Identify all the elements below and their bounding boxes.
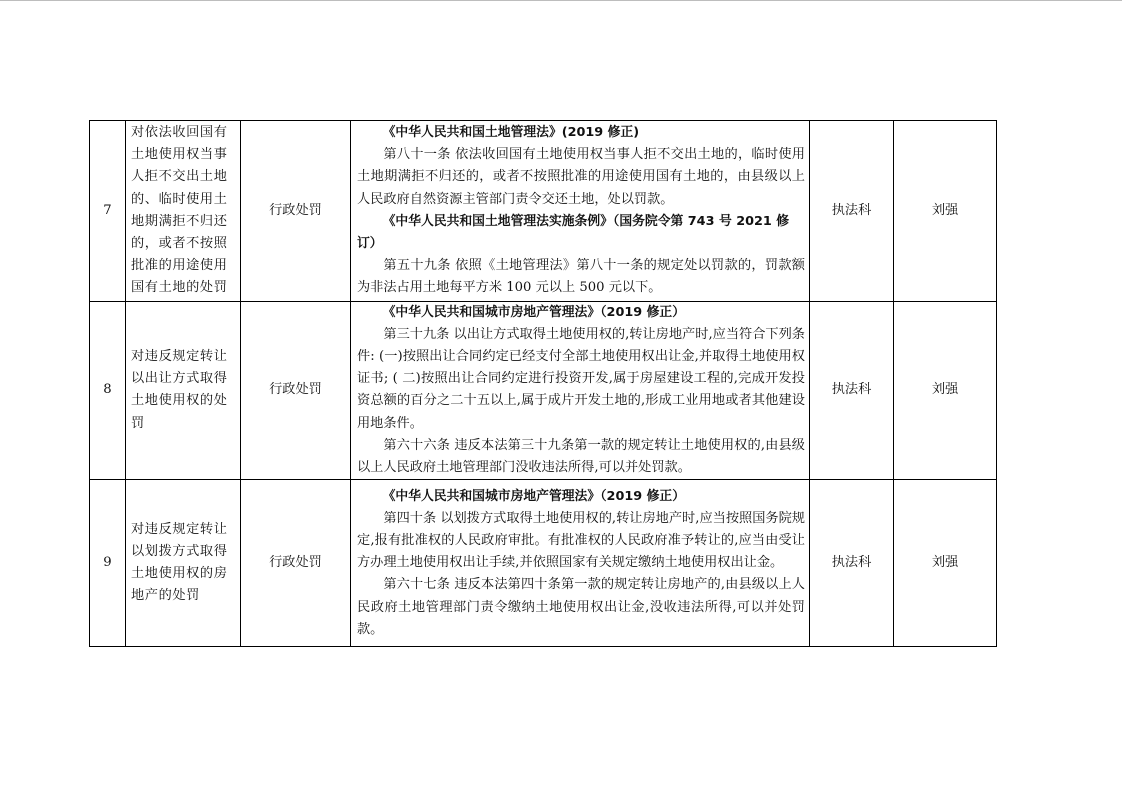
responsible-person: 刘强 xyxy=(894,121,997,302)
table-row xyxy=(90,480,997,647)
row-number: 9 xyxy=(90,480,126,647)
responsible-person: 刘强 xyxy=(894,480,997,647)
legal-basis xyxy=(351,480,810,647)
law-title: 《中华人民共和国土地管理法》(2019 修正) xyxy=(382,125,640,140)
table-row xyxy=(90,301,997,480)
law-article: 第五十九条 依照《土地管理法》第八十一条的规定处以罚款的，罚款额为非法占用土地每平方米 100 元以上 500 元以下。 xyxy=(357,258,805,296)
item-name: 对依法收回国有土地使用权当事人拒不交出土地的、临时使用土地期满拒不归还的，或者不按照批准的用途使用国有土地的处罚 xyxy=(126,121,241,302)
item-name: 对违反规定转让以划拨方式取得土地使用权的房地产的处罚 xyxy=(126,480,241,647)
legal-basis xyxy=(351,121,810,302)
responsible-department: 执法科 xyxy=(810,480,894,647)
law-article: 第六十七条 违反本法第四十条第一款的规定转让房地产的,由县级以上人民政府土地管理部门责令缴纳土地使用权出让金,没收违法所得,可以并处罚款。 xyxy=(357,577,805,637)
responsible-department: 执法科 xyxy=(810,121,894,302)
item-name: 对违反规定转让以出让方式取得土地使用权的处罚 xyxy=(126,301,241,480)
penalty-table xyxy=(89,120,997,647)
law-title: 《中华人民共和国城市房地产管理法》（2019 修正） xyxy=(382,488,685,504)
law-title: 《中华人民共和国土地管理法实施条例》（国务院令第 743 号 2021 修订） xyxy=(357,213,790,252)
law-title: 《中华人民共和国城市房地产管理法》（2019 修正） xyxy=(382,304,685,320)
law-article: 第八十一条 依法收回国有土地使用权当事人拒不交出土地的，临时使用土地期满拒不归还的，或者不按照批准的用途使用国有土地的，由县级以上人民政府自然资源主管部门责令交还土地，处以罚款。 xyxy=(357,147,805,207)
page-top-border xyxy=(0,0,1122,1)
legal-basis xyxy=(351,301,810,480)
law-article: 第四十条 以划拨方式取得土地使用权的,转让房地产时,应当按照国务院规定,报有批准权的人民政府审批。有批准权的人民政府准予转让的,应当由受让方办理土地使用权出让手续,并依照国家有关规定缴纳土地使用权出让金。 xyxy=(357,510,805,571)
item-type: 行政处罚 xyxy=(241,121,351,302)
row-number: 8 xyxy=(90,301,126,480)
item-type: 行政处罚 xyxy=(241,301,351,480)
responsible-person: 刘强 xyxy=(894,301,997,480)
row-number: 7 xyxy=(90,121,126,302)
item-type: 行政处罚 xyxy=(241,480,351,647)
responsible-department: 执法科 xyxy=(810,301,894,480)
law-article: 第六十六条 违反本法第三十九条第一款的规定转让土地使用权的,由县级以上人民政府土地管理部门没收违法所得,可以并处罚款。 xyxy=(357,437,805,476)
table-row xyxy=(90,121,997,302)
law-article: 第三十九条 以出让方式取得土地使用权的,转让房地产时,应当符合下列条件: (一)按照出让合同约定已经支付全部土地使用权出让金,并取得土地使用权证书; ( 二)按照出让合同约定进行投资开发,属于房屋建设工程的,完成开发投资总额的百分之二十五以上,属于成片开发土地的,形成工业用地或者其他建设用地条件。 xyxy=(357,326,805,431)
